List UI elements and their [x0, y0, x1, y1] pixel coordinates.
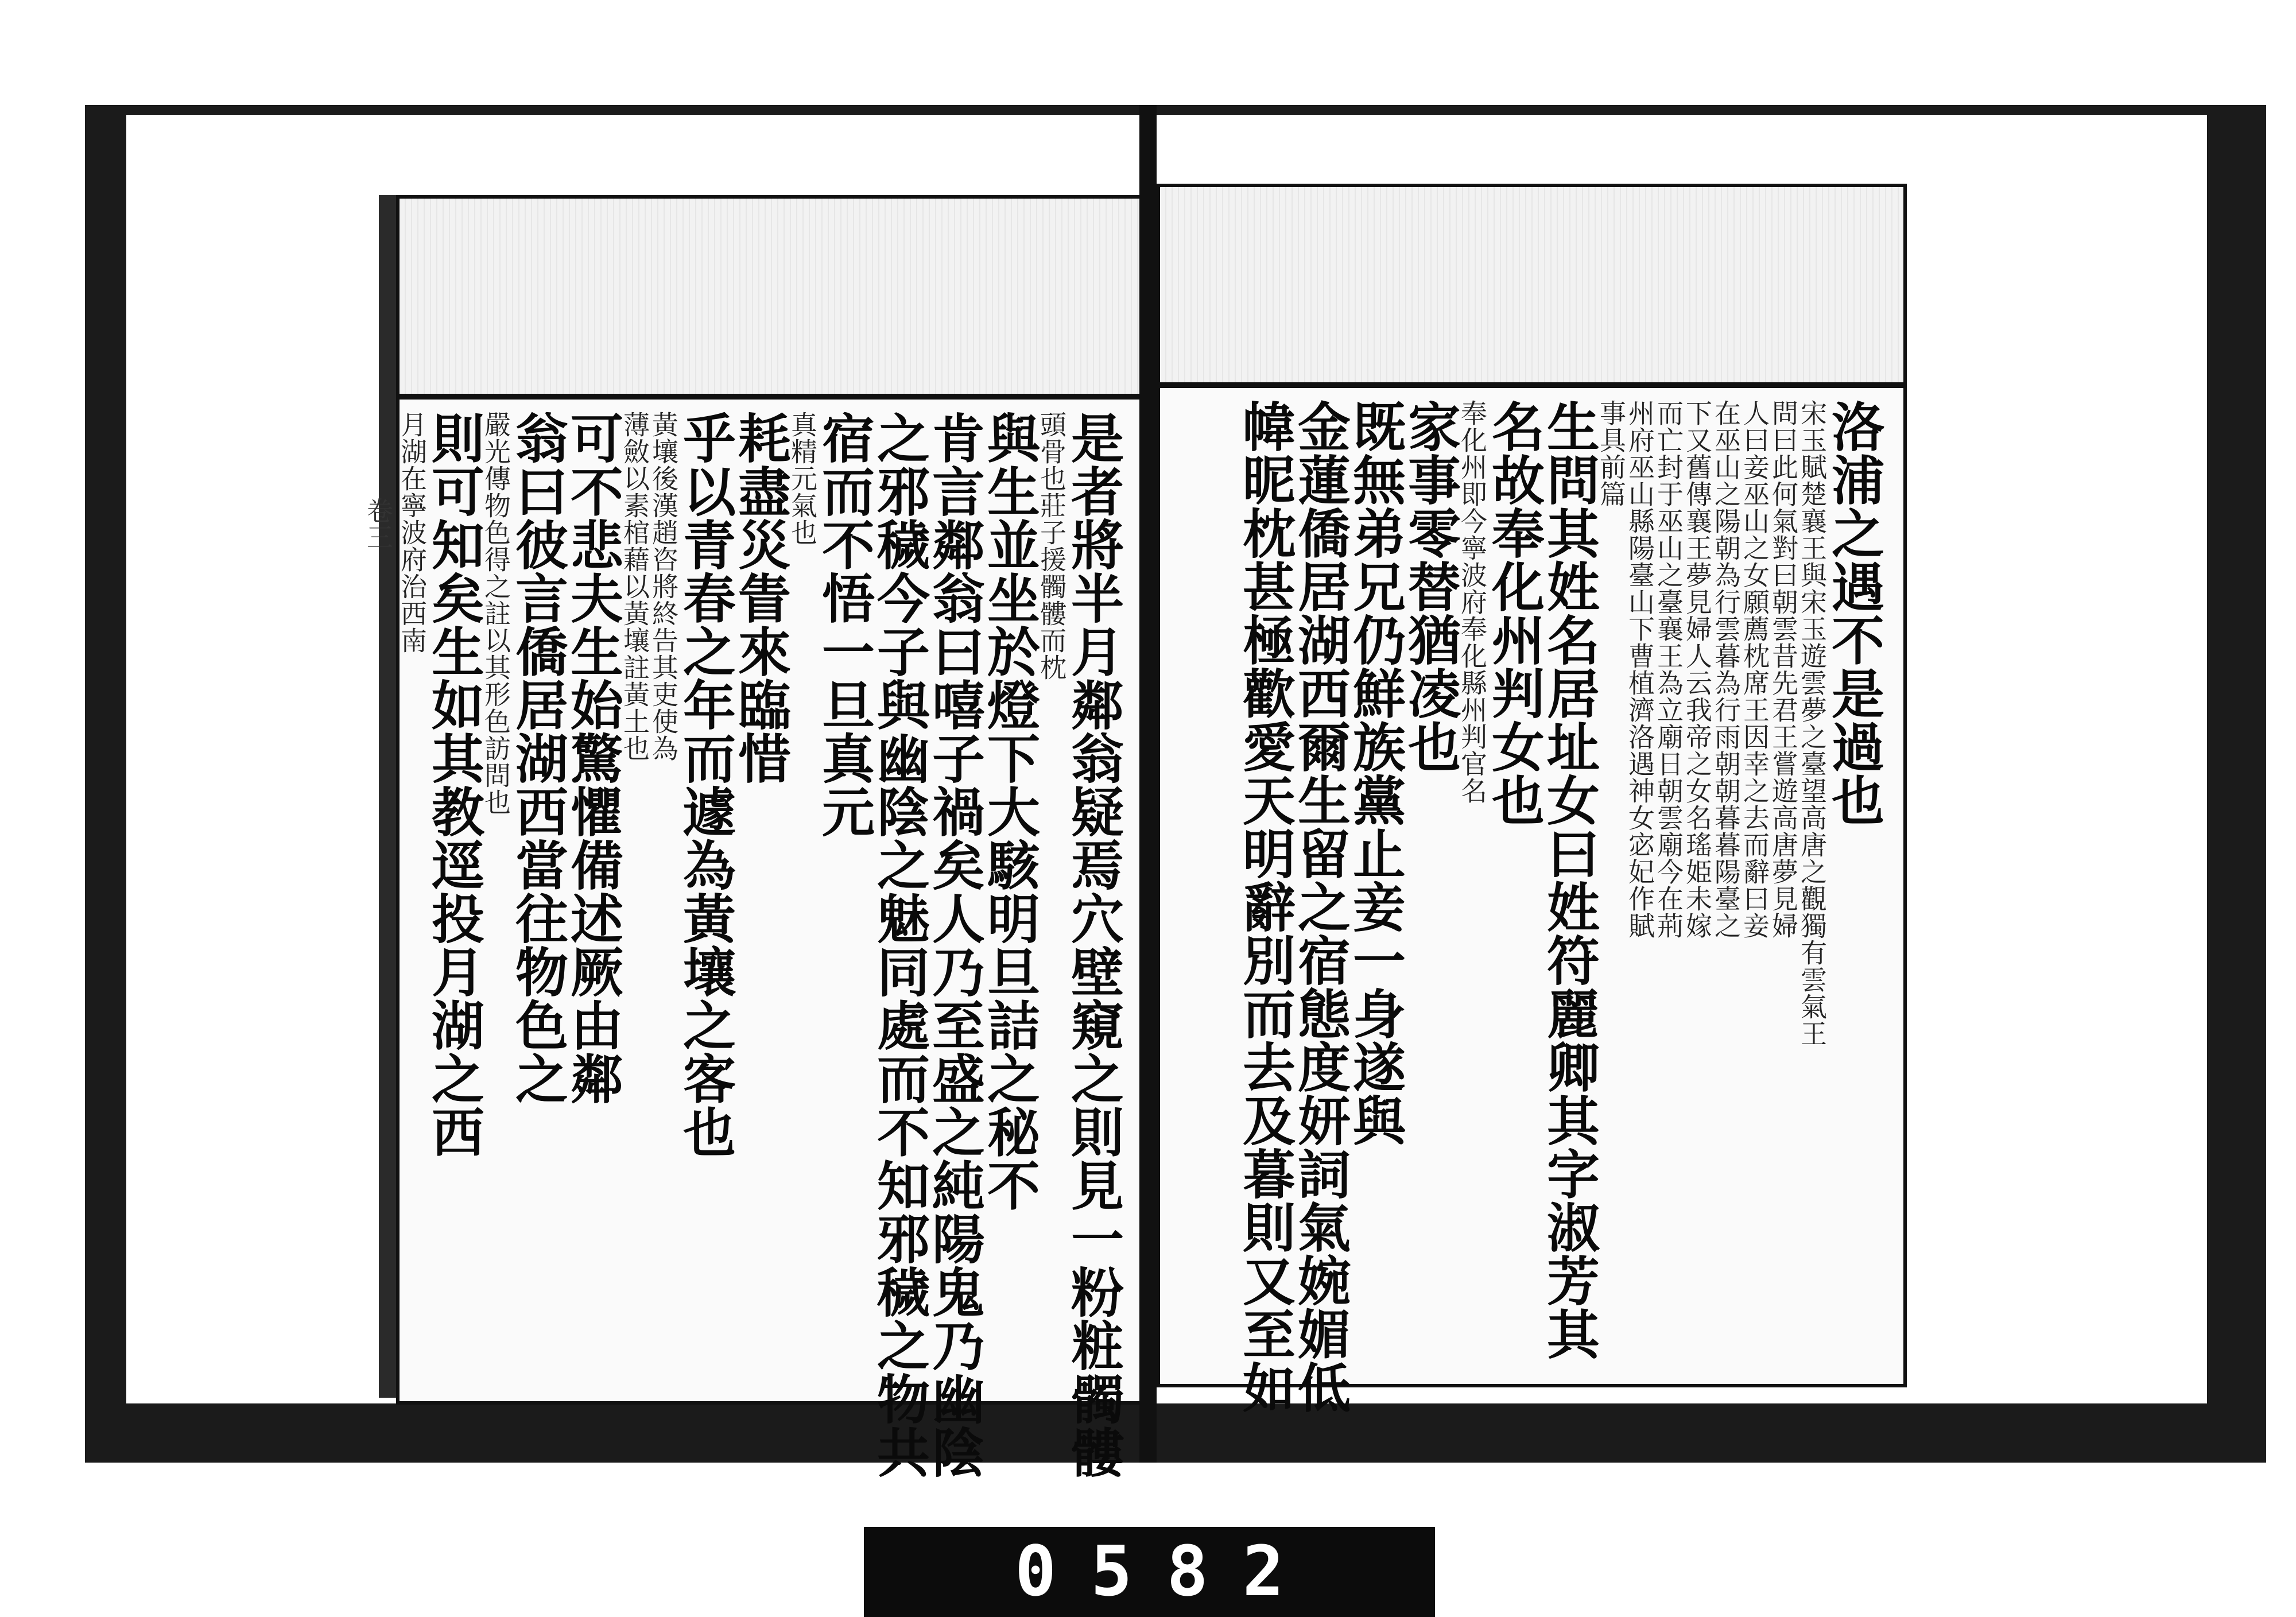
text-column: 肯言鄰翁曰嘻子禍矣人乃至盛之純陽鬼乃幽陰: [924, 411, 986, 1479]
commentary-column: 在巫山之陽朝為行雲暮為行雨朝朝暮暮陽臺之: [1711, 400, 1742, 939]
book-gutter: [1139, 105, 1157, 1463]
text-column: 宿而不悟一旦真元: [813, 411, 875, 838]
text-column: 既無弟兄仍鮮族黨止妾一身遂與: [1344, 400, 1406, 1147]
top-border-rule: [400, 394, 1143, 400]
commentary-column: 真精元氣也: [787, 411, 818, 546]
text-column: 是者將半月鄰翁疑焉穴壁窺之則見一粉粧髑髏: [1062, 411, 1124, 1479]
text-column: 乎以青春之年而遽為黃壤之客也: [674, 411, 736, 1158]
text-column: 家事零替猶凌也: [1399, 400, 1461, 773]
commentary-column: 嚴光傳物色得之註以其形色訪問也: [480, 411, 511, 816]
commentary-column: 薄斂以素棺藉以黃壤註黃土也: [619, 411, 650, 762]
upper-margin: [400, 199, 1143, 394]
text-column: 洛浦之遇不是過也: [1823, 400, 1885, 827]
text-column: 生問其姓名居址女曰姓符麗卿其字淑芳其: [1538, 400, 1600, 1360]
right-page: [1157, 184, 1907, 1414]
upper-margin: [1160, 187, 1903, 382]
left-text-block: [397, 411, 1124, 1479]
right-text-block: [1183, 400, 1885, 1414]
text-column: 與生並坐於燈下大駭明旦詰之秘不: [979, 411, 1041, 1212]
commentary-column: 黃壤後漢趙咨將終告其吏使為: [648, 411, 679, 762]
left-page: [363, 195, 1146, 1479]
commentary-column: 問曰此何氣對曰朝雲昔先君王嘗遊高唐夢見婦: [1768, 400, 1799, 939]
commentary-column: 宋玉賦楚襄王與宋玉遊雲夢之臺望高唐之觀獨有雲氣王: [1797, 400, 1828, 1047]
commentary-column: 下又舊傳襄王夢見婦人云我帝之女名瑤姫未嫁: [1682, 400, 1713, 939]
commentary-column: 頭骨也莊子援髑髏而枕: [1036, 411, 1067, 681]
commentary-column: 人曰妾巫山之女願薦枕席王因幸之去而辭曰妾: [1739, 400, 1770, 939]
page-number-label: [864, 1527, 1435, 1617]
text-column: 耗盡災眚來臨惜: [730, 411, 792, 785]
text-column: 翁曰彼言僑居湖西當往物色之: [507, 411, 569, 1105]
commentary-column: 奉化州即今寧波府奉化縣州判官名: [1457, 400, 1488, 804]
commentary-column: 州府巫山縣陽臺山下曹植濟洛遇神女宓妃作賦: [1624, 400, 1655, 939]
commentary-column: 而亡封于巫山之臺襄王為立廟日朝雲廟今在荊: [1653, 400, 1684, 939]
commentary-column: 月湖在寧波府治西南: [397, 411, 428, 654]
top-border-rule: [1160, 382, 1903, 388]
text-column: 可不悲夫生始驚懼備述厥由鄰: [562, 411, 624, 1105]
commentary-column: 事具前篇: [1596, 400, 1627, 507]
page-number: 0582: [1015, 1532, 1318, 1612]
text-column: 則可知矣生如其教逕投月湖之西: [423, 411, 485, 1158]
volume-label: 卷三: [363, 497, 394, 550]
text-column: 幃昵枕甚極歡愛天明辭別而去及暮則又至如: [1234, 400, 1296, 1414]
text-column: 金蓮僑居湖西爾生留之宿態度妍詞氣婉媚低: [1289, 400, 1351, 1414]
text-column: 之邪穢今子與幽陰之魅同處而不知邪穢之物共: [868, 411, 930, 1479]
text-column: 名故奉化州判女也: [1483, 400, 1545, 827]
page-edge-strip: [379, 195, 396, 1398]
